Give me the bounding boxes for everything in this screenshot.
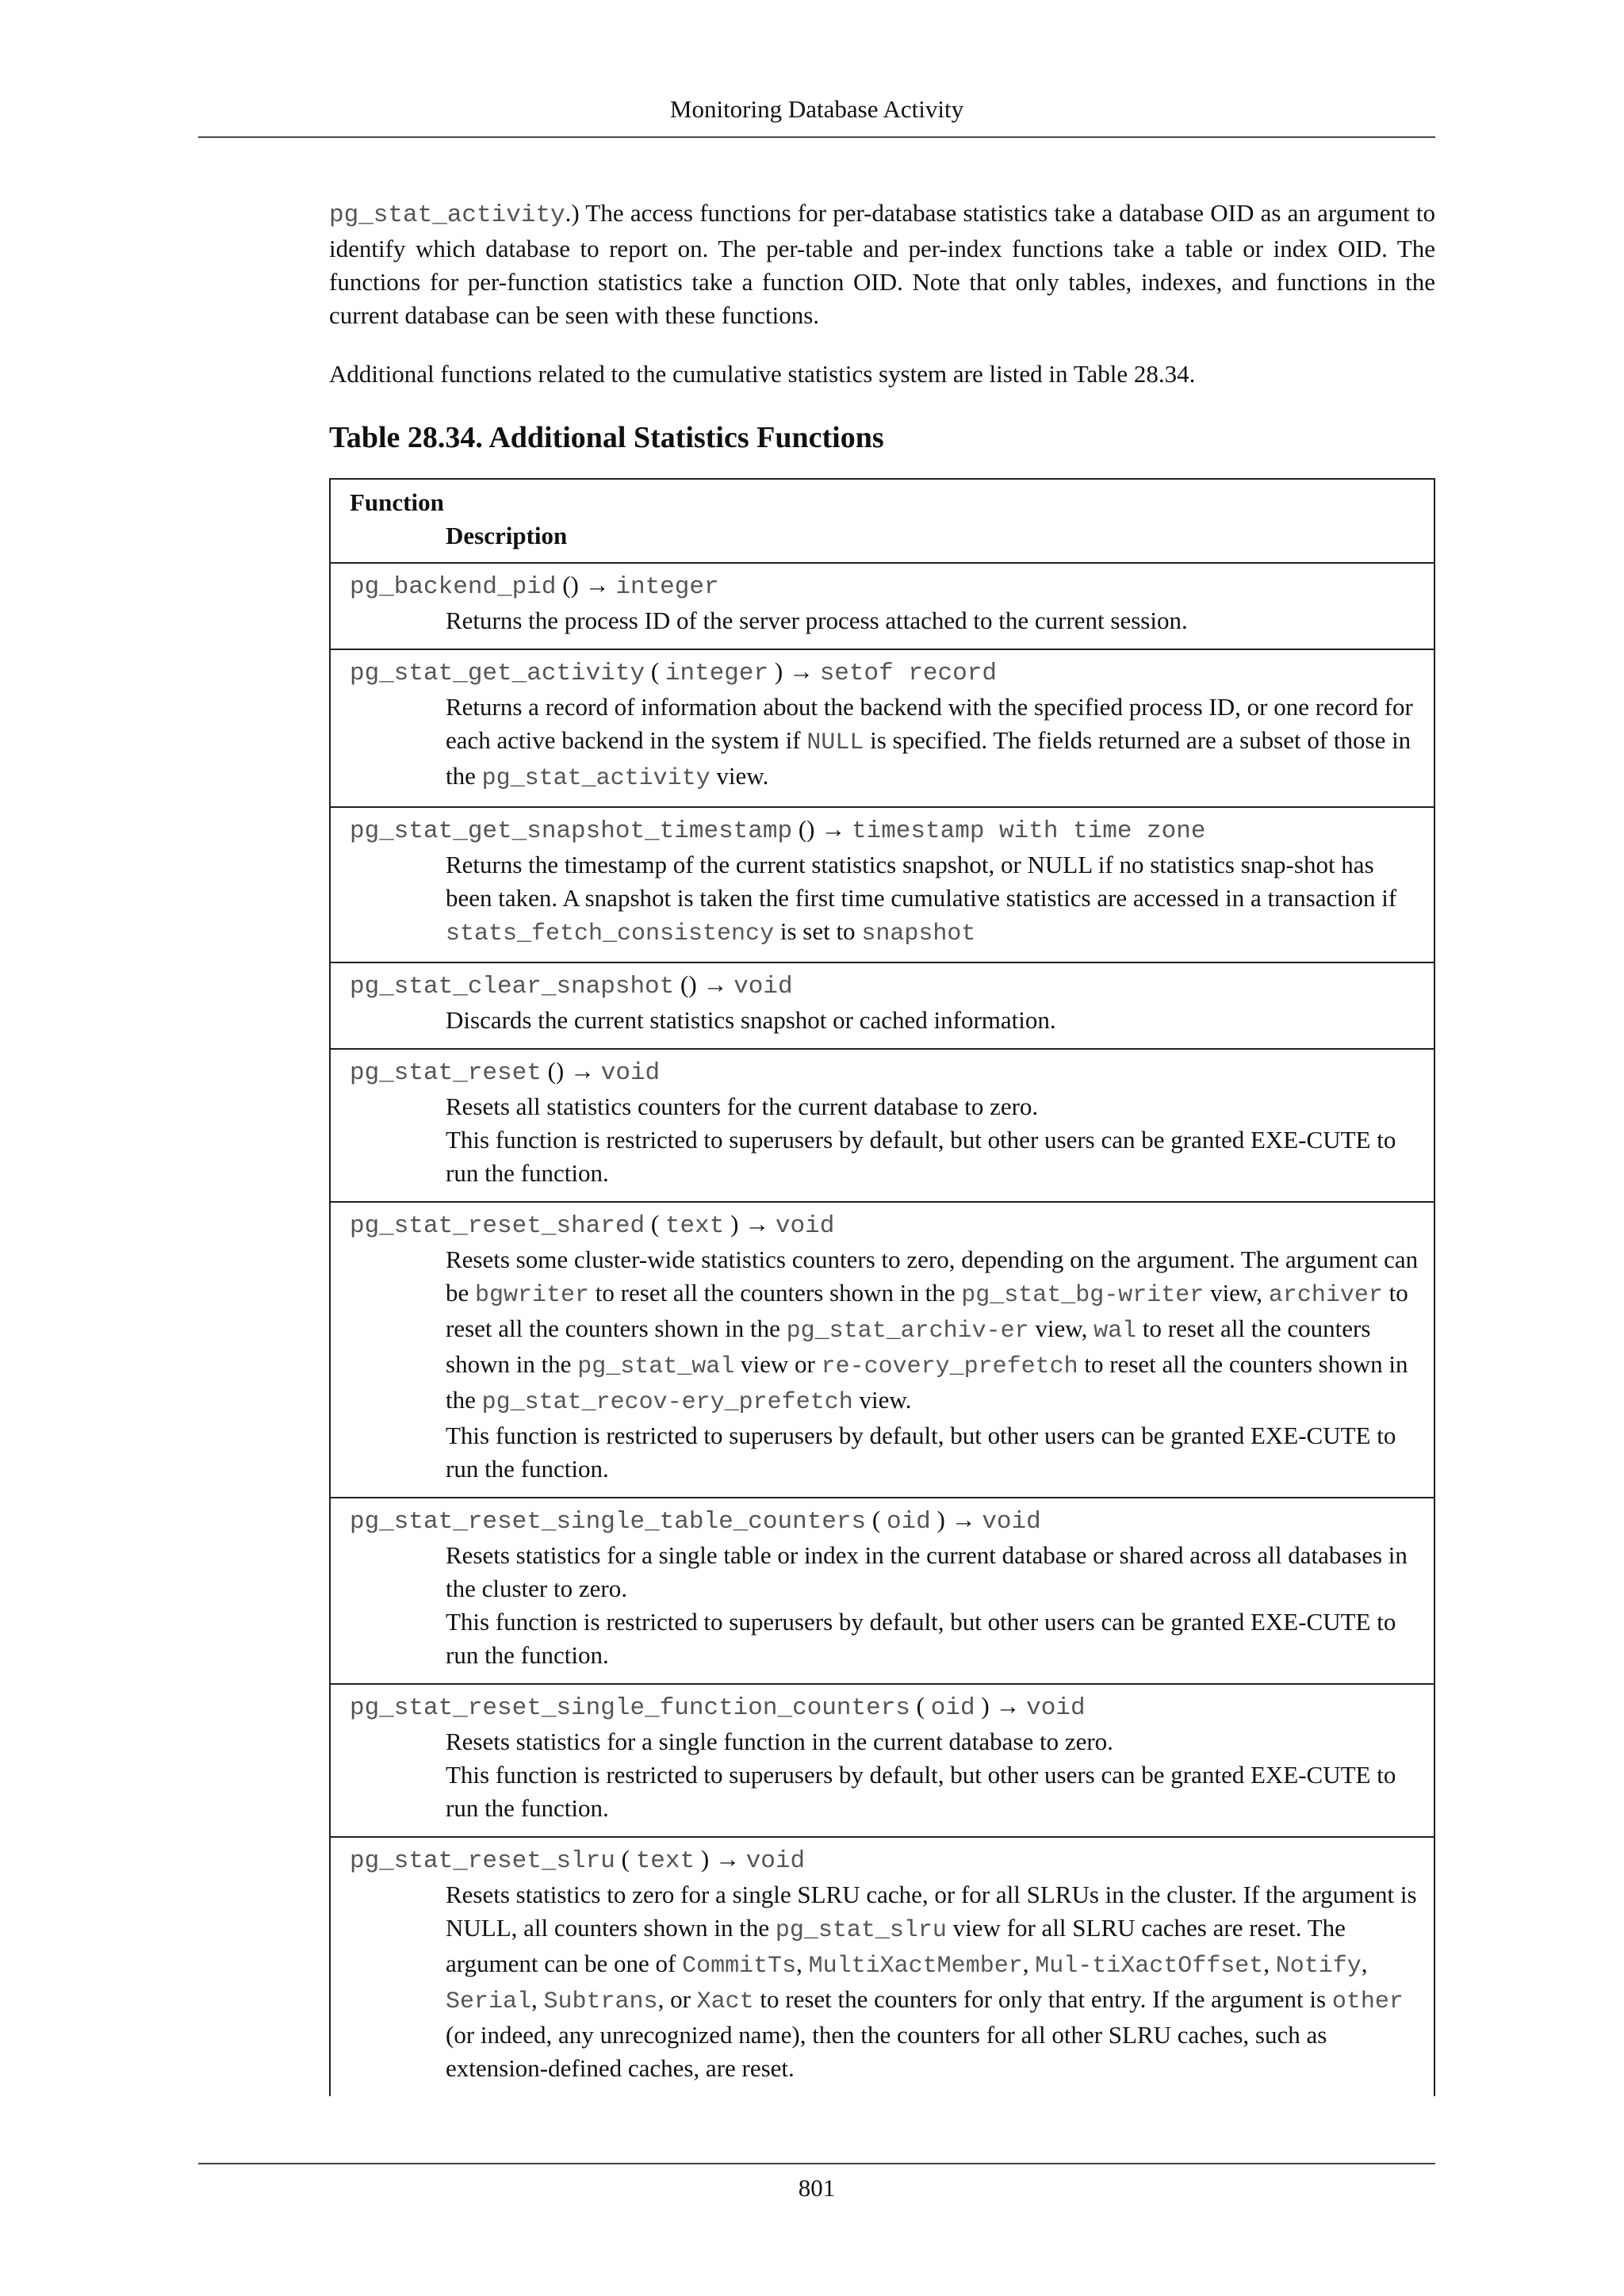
function-description: Resets statistics for a single table or index in the current database or shared across all databases in the cluster to zero. This function is restricted to superusers by default, but other users can be granted EXE-CUTE to run the function. — [446, 1541, 1408, 1669]
return-type: void — [600, 1059, 661, 1087]
function-name: pg_stat_reset_single_function_counters — [350, 1694, 910, 1722]
function-name: pg_stat_get_activity — [350, 660, 645, 687]
arrow-icon: → — [821, 815, 846, 843]
arrow-icon: → — [570, 1057, 595, 1085]
table-row — [331, 1498, 1434, 1685]
function-signature: pg_stat_reset_shared ( text ) → void — [350, 1210, 835, 1240]
arrow-icon: → — [584, 571, 610, 599]
argument-type: integer — [665, 660, 769, 687]
function-name: pg_stat_clear_snapshot — [350, 973, 675, 1001]
function-description: Returns the process ID of the server process attached to the current session. — [446, 607, 1188, 634]
return-type: timestamp with time zone — [852, 817, 1206, 845]
column-header-description: Description — [446, 522, 568, 549]
function-signature: pg_stat_reset_single_function_counters ( oid ) → void — [350, 1692, 1086, 1722]
function-description: Resets statistics for a single function in the current database to zero. This function is restricted to superusers by default, but other users can be granted EXE-CUTE to run the function. — [446, 1728, 1396, 1822]
function-signature: pg_stat_reset () → void — [350, 1057, 661, 1087]
function-signature: pg_backend_pid () → integer — [350, 571, 719, 601]
table-title: Table 28.34. Additional Statistics Functions — [329, 421, 884, 454]
arrow-icon: → — [745, 1210, 770, 1238]
intro-paragraph-1 — [329, 197, 1435, 332]
intro-text: .) The access functions for per-database statistics take a database OID as an argument to identify which database to report on. The per-table and per-index functions take a table or index OID. The functions for per-function statistics take a function OID. Note that only tables, indexes, and functions in the current database can be seen with these functions. — [329, 199, 1435, 329]
table-row — [331, 1838, 1434, 2096]
function-description: Resets statistics to zero for a single SLRU cache, or for all SLRUs in the cluster. If the argument is NULL, all counters shown in the pg_stat_slru view for all SLRU caches are reset. The argument can be one of CommitTs, MultiXactMember, Mul-tiXactOffset, Notify, Serial, Subtrans, or Xact to reset the counters for only that entry. If the argument is other (or indeed, any unrecognized name), then the counters for all other SLRU caches, such as extension-defined caches, are reset. — [446, 1881, 1417, 2082]
function-name: pg_stat_get_snapshot_timestamp — [350, 817, 793, 845]
table-row — [331, 1203, 1434, 1498]
function-description: Returns the timestamp of the current statistics snapshot, or NULL if no statistics snap-shot has been taken. A snapshot is taken the first time cumulative statistics are accessed in a transaction if stats_fetch_consistency is set to snapshot — [446, 851, 1397, 947]
intro-text: Additional functions related to the cumulative statistics system are listed in Table 28.34. — [329, 360, 1196, 388]
argument-type: text — [665, 1212, 725, 1240]
table-row — [331, 1050, 1434, 1203]
function-signature: pg_stat_reset_slru ( text ) → void — [350, 1845, 806, 1875]
header-rule — [198, 136, 1435, 138]
page-number: 801 — [798, 2174, 836, 2202]
table-row — [331, 808, 1434, 963]
argument-type: oid — [930, 1694, 975, 1722]
return-type: void — [1026, 1694, 1086, 1722]
return-type: void — [775, 1212, 835, 1240]
table-row — [331, 1685, 1434, 1838]
return-type: void — [733, 973, 793, 1001]
return-type: setof record — [819, 660, 997, 687]
function-name: pg_backend_pid — [350, 573, 557, 601]
function-description: Discards the current statistics snapshot or cached information. — [446, 1006, 1056, 1034]
inline-code: pg_stat_activity — [329, 201, 565, 229]
function-description: Resets all statistics counters for the current database to zero. This function is restricted to superusers by default, but other users can be granted EXE-CUTE to run the function. — [446, 1093, 1396, 1187]
function-signature: pg_stat_reset_single_table_counters ( oid ) → void — [350, 1506, 1041, 1536]
arrow-icon: → — [714, 1845, 740, 1873]
intro-paragraph-2 — [329, 358, 1435, 391]
function-signature: pg_stat_get_snapshot_timestamp () → timestamp with time zone — [350, 815, 1206, 845]
arrow-icon: → — [788, 657, 814, 685]
return-type: void — [982, 1508, 1041, 1536]
argument-type: text — [635, 1847, 695, 1875]
function-name: pg_stat_reset_shared — [350, 1212, 645, 1240]
table-row — [331, 650, 1434, 808]
function-signature: pg_stat_get_activity ( integer ) → setof record — [350, 657, 997, 687]
functions-table — [329, 478, 1435, 2096]
table-row — [331, 963, 1434, 1050]
table-row — [331, 564, 1434, 650]
function-name: pg_stat_reset — [350, 1059, 542, 1087]
function-signature: pg_stat_clear_snapshot () → void — [350, 970, 793, 1001]
return-type: integer — [615, 573, 719, 601]
footer-rule — [198, 2163, 1435, 2164]
function-name: pg_stat_reset_single_table_counters — [350, 1508, 867, 1536]
argument-type: oid — [886, 1508, 931, 1536]
function-name: pg_stat_reset_slru — [350, 1847, 615, 1875]
page-header: Monitoring Database Activity — [669, 95, 964, 123]
function-description: Returns a record of information about the backend with the specified process ID, or one record for each active backend in the system if NULL is specified. The fields returned are a subset of those in the pg_stat_activity view. — [446, 693, 1413, 792]
table-header-row — [331, 480, 1434, 564]
column-header-function: Function — [350, 488, 444, 516]
function-description: Resets some cluster-wide statistics counters to zero, depending on the argument. The argument can be bgwriter to reset all the counters shown in the pg_stat_bg-writer view, archiver to reset all the counters shown in the pg_stat_archiv-er view, wal to reset all the counters shown in the pg_stat_wal view or re-covery_prefetch to reset all the counters shown in the pg_stat_recov-ery_prefetch view. This function is restricted to superusers by default, but other users can be granted EXE-CUTE to run the function. — [446, 1246, 1419, 1483]
arrow-icon: → — [951, 1506, 976, 1533]
arrow-icon: → — [995, 1692, 1021, 1720]
intro-section — [329, 197, 1435, 416]
return-type: void — [745, 1847, 806, 1875]
arrow-icon: → — [703, 970, 728, 998]
